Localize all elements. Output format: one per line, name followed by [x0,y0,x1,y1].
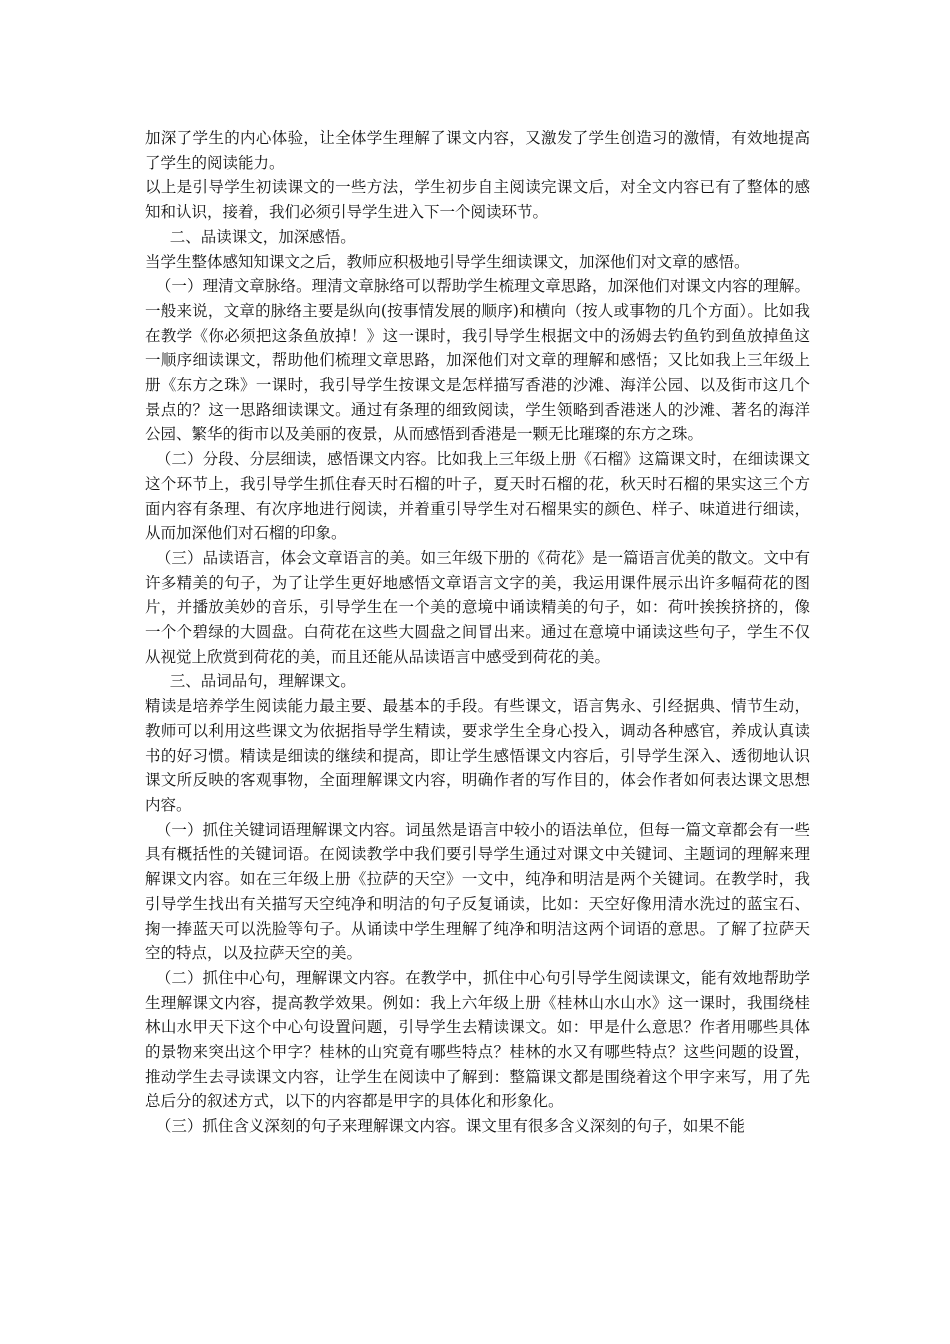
paragraph-12: （三）抓住含义深刻的句子来理解课文内容。课文里有很多含义深刻的句子，如果不能 [155,1117,745,1136]
section-heading-3: 三、品词品句，理解课文。 [169,672,356,691]
paragraph-9: 精读是培养学生阅读能力最主要、最基本的手段。有些课文，语言隽永、引经据典、情节生动，教师可以利用这些课文为依据指导学生精读，要求学生全身心投入，调动各种感官，养成认真读书的好习惯。精读是细读的继续和提高，即让学生感悟课文内容后，引导学生深入、透彻地认识课文所反映的客观事物，全面理解课文内容，明确作者的写作目的，体会作者如何表达课文思想内容。 [145,697,810,814]
paragraph-10: （一）抓住关键词语理解课文内容。词虽然是语言中较小的语法单位，但每一篇文章都会有一些具有概括性的关键词语。在阅读教学中我们要引导学生通过对课文中关键词、主题词的理解来理解课文内容。如在三年级上册《拉萨的天空》一文中，纯净和明洁是两个关键词。在教学时，我引导学生找出有关描写天空纯净和明洁的句子反复诵读，比如：天空好像用清水洗过的蓝宝石、掬一捧蓝天可以洗脸等句子。从诵读中学生理解了纯净和明洁这两个词语的意思。了解了拉萨天空的特点，以及拉萨天空的美。 [145,820,810,963]
paragraph-11: （二）抓住中心句，理解课文内容。在教学中，抓住中心句引导学生阅读课文，能有效地帮助学生理解课文内容，提高教学效果。例如：我上六年级上册《桂林山水山水》这一课时，我围绕桂林山水甲天下这个中心句设置问题，引导学生去精读课文。如：甲是什么意思？作者用哪些具体的景物来突出这个甲字？桂林的山究竟有哪些特点？桂林的水又有哪些特点？这些问题的设置，推动学生去寻读课文内容，让学生在阅读中了解到：整篇课文都是围绕着这个甲字来写，用了先总后分的叙述方式，以下的内容都是甲字的具体化和形象化。 [145,968,810,1111]
paragraph-4: 当学生整体感知知课文之后，教师应积极地引导学生细读课文，加深他们对文章的感悟。 [145,252,750,271]
document-body [145,126,810,1139]
paragraph-5: （一）理清文章脉络。理清文章脉络可以帮助学生梳理文章思路，加深他们对课文内容的理解。一般来说，文章的脉络主要是纵向(按事情发展的顺序)和横向（按人或事物的几个方面）。比如我在教学《你必须把这条鱼放掉！》这一课时，我引导学生根据文中的汤姆去钓鱼钓到鱼放掉鱼这一顺序细读课文，帮助他们梳理文章思路，加深他们对文章的理解和感悟；又比如我上三年级上册《东方之珠》一课时，我引导学生按课文是怎样描写香港的沙滩、海洋公园、以及街市这几个景点的？这一思路细读课文。通过有条理的细致阅读，学生领略到香港迷人的沙滩、著名的海洋公园、繁华的街市以及美丽的夜景，从而感悟到香港是一颗无比璀璨的东方之珠。 [145,277,810,444]
paragraph-1: 加深了学生的内心体验，让全体学生理解了课文内容，又激发了学生创造习的激情，有效地提高了学生的阅读能力。 [145,129,810,172]
section-heading-2: 二、品读课文，加深感悟。 [169,227,356,246]
paragraph-6: （二）分段、分层细读，感悟课文内容。比如我上三年级上册《石榴》这篇课文时，在细读课文这个环节上，我引导学生抓住春天时石榴的叶子，夏天时石榴的花，秋天时石榴的果实这三个方面内容有条理、有次序地进行阅读，并着重引导学生对石榴果实的颜色、样子、味道进行细读，从而加深他们对石榴的印象。 [145,450,810,543]
paragraph-7: （三）品读语言，体会文章语言的美。如三年级下册的《荷花》是一篇语言优美的散文。文中有许多精美的句子，为了让学生更好地感悟文章语言文字的美，我运用课件展示出许多幅荷花的图片，并播放美妙的音乐，引导学生在一个美的意境中诵读精美的句子，如：荷叶挨挨挤挤的，像一个个碧绿的大圆盘。白荷花在这些大圆盘之间冒出来。通过在意境中诵读这些句子，学生不仅从视觉上欣赏到荷花的美，而且还能从品读语言中感受到荷花的美。 [145,548,810,666]
paragraph-2: 以上是引导学生初读课文的一些方法，学生初步自主阅读完课文后，对全文内容已有了整体的感知和认识，接着，我们必须引导学生进入下一个阅读环节。 [145,178,810,222]
